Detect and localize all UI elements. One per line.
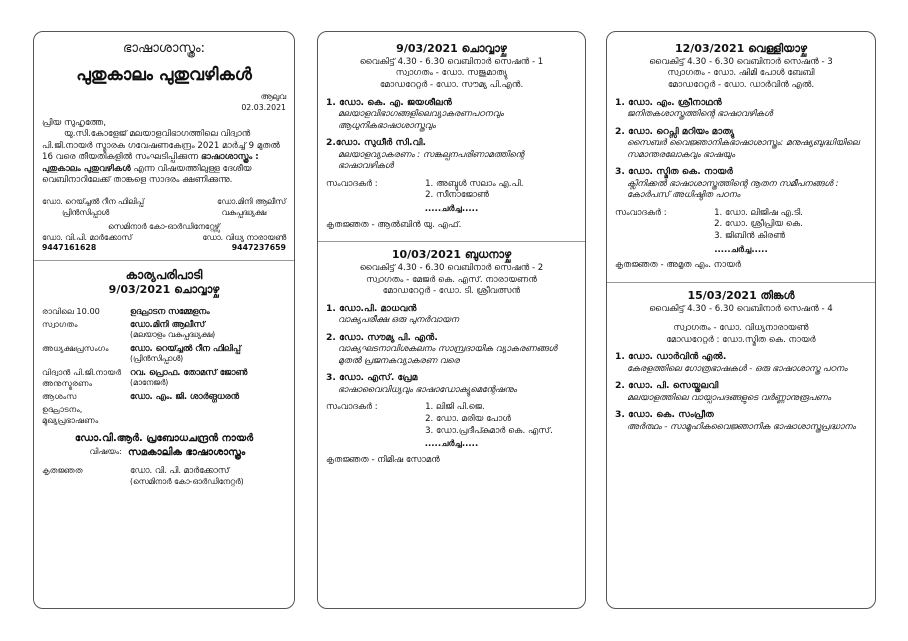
programme-row-sub: (മാനേജർ)	[130, 378, 169, 388]
day4-speakers	[615, 351, 867, 433]
programme-row-sub: (പ്രിൻസിപ്പാൾ)	[130, 354, 184, 364]
sig1-role: പ്രിൻസിപ്പാൾ	[62, 207, 110, 217]
day3-charcha: .....ചർച്ച.....	[714, 244, 768, 255]
day1-speaker-name: 1. ഡോ. കെ. എ. ജയശീലൻ	[326, 96, 452, 108]
day2-date: 10/03/2021 ബുധനാഴ്ച	[391, 248, 512, 262]
programme-row	[42, 367, 286, 389]
day3-date: 12/03/2021 വെള്ളിയാഴ്ച	[674, 42, 808, 55]
day1-speakers	[326, 97, 577, 173]
day3-speaker-topic: ജനിതകശാസ്ത്രത്തിന്റെ ഭാഷാവഴികൾ	[627, 109, 773, 120]
programme-row	[42, 319, 286, 341]
day4-speaker-name: 1. ഡോ. ഡാർവിൻ എൽ.	[615, 351, 727, 363]
thanks-sub: (സെമിനാർ കോ-ഓർഡിനേറ്റർ)	[130, 476, 244, 486]
day2-moderator: മോഡറേറ്റർ - ഡോ. ടി. ശ്രീവത്സൻ	[382, 286, 521, 297]
divider	[34, 260, 294, 261]
day3-speaker-name: 3. ഡോ. സ്മിത കെ. നായർ	[615, 166, 733, 178]
invitation-panel	[33, 31, 295, 609]
programme-rows	[42, 306, 286, 427]
day1-panel-label: സംവാദകർ :	[326, 178, 378, 189]
programme-date: 9/03/2021 ചൊവ്വാഴ്ച	[108, 282, 220, 296]
programme-row	[42, 391, 286, 402]
letter-place: ആലുവ	[260, 92, 286, 102]
programme-row-sub: (മലയാളം വകുപ്പദ്ധ്യക്ഷ)	[130, 330, 216, 340]
day1-panel-list	[418, 179, 523, 202]
day3-panel-list	[707, 208, 803, 243]
sig2-role: വകുപ്പദ്ധ്യക്ഷ	[221, 207, 266, 217]
sig1-name: ഡോ. റെയ്ച്ചൽ റീന ഫിലിപ്പ്	[42, 197, 144, 207]
day1-charcha: .....ചർച്ച.....	[424, 204, 479, 215]
day4-speaker-name: 3. ഡോ. കെ. സംപ്രീത	[615, 409, 714, 421]
programme-row-label: സ്വാഗതം	[42, 319, 78, 330]
day1-date: 9/03/2021 ചൊവ്വാഴ്ച	[396, 42, 507, 55]
day1-thanks: കൃതജ്ഞത - ആൽബിൻ യു. എഫ്.	[326, 219, 462, 230]
programme-row-value	[130, 391, 286, 402]
day3-panelist: 2. ഡോ. ശ്രീപ്രിയ കെ.	[725, 219, 803, 231]
day1-speaker-topic: മലയാളവിഭാഗങ്ങളിലെവ്യാകരണപഠനവും ആധുനികഭാഷാശാസ്ത്രവും	[338, 109, 504, 131]
programme-row-value	[130, 367, 286, 389]
day2-speaker-topic: വാക്യപരീക്ഷ ഒരു പുനർവായന	[338, 315, 459, 326]
day2-thanks: കൃതജ്ഞത - നിമിഷ സോമൻ	[326, 454, 440, 465]
day4-speaker-topic: അർത്ഥം - സാമൂഹികവൈജ്ഞാനിക ഭാഷാശാസ്ത്രപ്രദ്ധാനം	[627, 421, 856, 432]
day2-panelist: 3. ഡോ.പ്രദീപ്കുമാർ കെ. എസ്.	[436, 426, 553, 438]
programme-heading: കാര്യപരിപാടി	[125, 267, 203, 282]
day3-speaker-name: 1. ഡോ. എം. ശ്രീനാഥൻ	[615, 96, 722, 108]
day2-time: വൈകിട്ട് 4.30 - 6.30 വെബിനാർ സെഷൻ - 2	[359, 263, 544, 274]
day3-speaker-topic: ക്ലിനിക്കൽ ഭാഷാശാസ്ത്രത്തിന്റെ നൂതന സമീപനങ്ങൾ : കോർപസ് അധിഷ്ഠിത പഠനം	[627, 178, 839, 201]
programme-row-name: ഉദ്ഘാടന സമ്മേളനം	[130, 305, 210, 316]
programme-row-label: രാവിലെ 10.00	[42, 305, 100, 316]
coordinators-label: സെമിനാർ കോ-ഓർഡിനേറ്റേഴ്സ്	[107, 222, 220, 232]
day2-panel-list	[418, 402, 553, 437]
subject-label: വിഷയം:	[89, 445, 122, 456]
day3-speaker-topic: സൈബർ വൈജ്ഞാനികഭാഷാശാസ്ത്രം: മനുഷ്യബുദ്ധിയിലെ സമാന്തരലോകവും ഭാഷയും	[627, 138, 860, 160]
day2-speaker-name: 1. ഡോ.പി. മാധവൻ	[326, 302, 417, 314]
day3-speaker-name: 2. ഡോ. റെപ്സി മറിയം മാത്യു	[615, 125, 735, 137]
day3-welcome: സ്വാഗതം - ഡോ. ഷിമി പോൾ ബേബി	[667, 68, 815, 79]
programme-row-label: അധ്യക്ഷപ്രസംഗം	[42, 342, 109, 353]
letter-date: 02.03.2021	[241, 103, 286, 112]
letter-salutation: പ്രിയ സുഹൃത്തേ,	[42, 117, 107, 128]
day3-moderator: മോഡറേറ്റർ - ഡോ. ഡാർവിൻ എൽ.	[667, 80, 815, 91]
day4-date: 15/03/2021 തിങ്കൾ	[687, 288, 795, 302]
day2-speaker-topic: വാക്യഘടനാവിശകലനം സാമ്പ്രദായിക വ്യാകരണങ്ങൾ മുതൽ പ്രജനകവ്യാകരണ വരെ	[338, 344, 558, 366]
day2-speaker-name: 2. ഡോ. സൗമ്യ പി. എൻ.	[326, 331, 438, 343]
letter-body-end: എന്ന വിഷയത്തിലുള്ള ദേശീയ വെബിനാറിലേക്ക് താങ്കളെ സാദരം ക്ഷണിക്കുന്നു.	[42, 163, 252, 186]
letter-body	[42, 129, 286, 187]
day4-speaker-topic: മലയാളത്തിലെ വായ്പാപദങ്ങളുടെ വർണ്ണാനുരൂപണം	[627, 392, 831, 403]
day1-speaker-topic: മലയാളവ്യാകരണം : സങ്കല്പനപരിണാമത്തിന്റെ ഭാഷാവഴികൾ	[338, 149, 524, 172]
day4-moderator: മോഡറേറ്റർ : ഡോ.സ്മിത കെ. നായർ	[666, 334, 816, 345]
coord2-name: ഡോ. വിധ്യ നാരായൺ	[202, 232, 286, 242]
subject: സമകാലിക ഭാഷാശാസ്ത്രം	[128, 446, 246, 458]
day1-panel	[326, 179, 577, 202]
divider	[607, 282, 875, 283]
day2-panel	[326, 402, 577, 437]
day2-panelist: 1. ലിജി പി.ജെ.	[436, 402, 553, 414]
programme-row-value	[130, 343, 286, 365]
programme-row-label: ഉദ്ഘാടനം, മുഖ്യപ്രഭാഷണം	[42, 404, 99, 426]
sig2-name: ഡോ.മിനി ആലീസ്	[217, 197, 286, 207]
thanks-row	[42, 465, 286, 487]
day2-panel-label: സംവാദകർ :	[326, 402, 378, 413]
day3-panelist: 1. ഡോ. ലിജിഷ എ.ടി.	[725, 208, 803, 220]
divider	[318, 241, 585, 242]
day2-speaker-name: 3. ഡോ. എസ്. പ്രേമ	[326, 372, 418, 384]
programme-row-value	[130, 404, 286, 426]
day4-time: വൈകിട്ട് 4.30 - 6.30 വെബിനാർ സെഷൻ - 4	[649, 303, 833, 314]
signatures	[42, 197, 286, 208]
day2-charcha: .....ചർച്ച.....	[424, 439, 479, 450]
day2-welcome: സ്വാഗതം - മേജർ കെ. എസ്. നാരായണൻ	[366, 274, 537, 285]
day3-panelist: 3. ജിബിൻ കിരൺ	[725, 231, 803, 243]
day3-speakers	[615, 97, 867, 202]
programme-row-label: ആശംസ	[42, 390, 77, 401]
keynote-speaker: ഡോ.വി.ആർ. പ്രബോധചന്ദ്രൻ നായർ	[74, 433, 254, 445]
sessions-panel-2	[606, 31, 876, 609]
programme-row-name: ഡോ. റെയ്ച്ചൽ റീന ഫിലിപ്പ്	[130, 342, 241, 353]
programme-row	[42, 306, 286, 317]
day3-panel-label: സംവാദകർ :	[615, 207, 667, 218]
programme-row-name: ഡോ. എം. ജി. ശാർങ്ഗധരൻ	[130, 390, 239, 401]
coord1-phone: 9447161628	[42, 243, 97, 253]
day2-speakers	[326, 303, 577, 397]
day2-panelist: 2. ഡോ. മരിയ പോൾ	[436, 414, 553, 426]
programme-row-label: വിദ്വാൻ പി.ജി.നായർ അനുസ്മരണം	[42, 366, 122, 388]
day1-moderator: മോഡറേറ്റർ - ഡോ. സൗമ്യ പി.എൻ.	[379, 80, 524, 91]
day3-thanks: കൃതജ്ഞത - അമൃത എം. നായർ	[615, 260, 741, 271]
day1-speaker-name: 2.ഡോ. സുധീർ സി.വി.	[326, 137, 427, 149]
letter-body-text: യു.സി.കോളേജ് മലയാളവിഭാഗത്തിലെ വിദ്വാൻ പി.ജി.നായർ സ്മാരക ഗവേഷണകേന്ദ്രം 2021 മാർച്ച് 9 മുതൽ 16 വരെ തീയതികളിൽ സംഘടിപ്പിക്കുന്ന	[42, 129, 281, 163]
day4-welcome: സ്വാഗതം - ഡോ. വിധ്യനാരായൺ	[673, 323, 809, 334]
letter-title-big: പുതുകാലം പുതുവഴികൾ	[76, 64, 252, 85]
programme-row	[42, 404, 286, 426]
day2-speaker-topic: ഭാഷാവൈവിധ്യവും ഭാഷാഡോക്യുമെന്റേഷനും	[338, 384, 517, 395]
thanks-name: ഡോ. വി. പി. മാർക്കോസ്	[130, 465, 230, 476]
coord2-phone: 9447237659	[231, 243, 286, 253]
day1-time: വൈകിട്ട് 4.30 - 6.30 വെബിനാർ സെഷൻ - 1	[359, 56, 544, 67]
day3-panel	[615, 208, 867, 243]
day4-speaker-name: 2. ഡോ. പി. സെയ്തലവി	[615, 380, 719, 392]
letter-title-small: ഭാഷാശാസ്ത്രം:	[123, 41, 205, 56]
programme-row-value	[130, 306, 286, 317]
programme-row-name: ഡോ.മിനി ആലീസ്	[130, 319, 205, 330]
day1-welcome: സ്വാഗതം - ഡോ. സജുമാത്യു	[395, 68, 508, 79]
subject-row	[42, 446, 286, 460]
day3-time: വൈകിട്ട് 4.30 - 6.30 വെബിനാർ സെഷൻ - 3	[649, 56, 833, 67]
day1-panelist: 2. സീനാജോൺ	[436, 190, 523, 202]
letter-body-bold: ഭാഷാശാസ്ത്രം : പുതുകാലം പുതുവഴികൾ	[42, 152, 259, 174]
sessions-panel-1	[317, 31, 586, 609]
programme-row-name: റവ. പ്രൊഫ. തോമസ് ജോൺ	[130, 366, 248, 377]
day1-panelist: 1. അബ്ദുൾ സലാം എ.പി.	[436, 179, 523, 191]
day4-speaker-topic: കേരളത്തിലെ ഗോത്രഭാഷകൾ - ഒരു ഭാഷാശാസ്ത്ര പഠനം	[627, 363, 848, 374]
programme-row	[42, 343, 286, 365]
coord1-name: ഡോ. വി.പി. മാർക്കോസ്	[42, 232, 132, 242]
thanks-label: കൃതജ്ഞത	[42, 465, 83, 476]
programme-row-value	[130, 319, 286, 341]
